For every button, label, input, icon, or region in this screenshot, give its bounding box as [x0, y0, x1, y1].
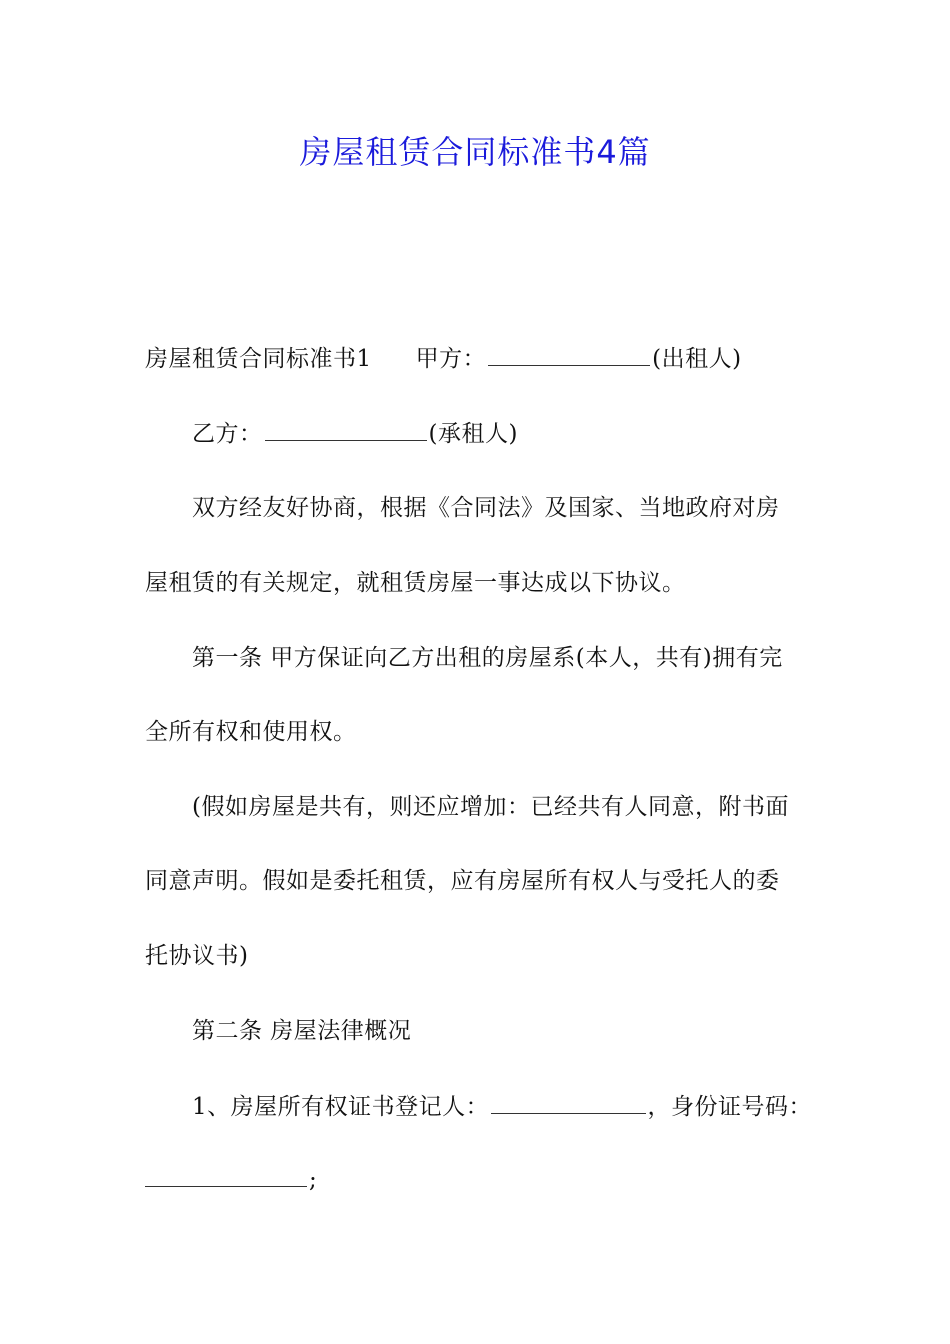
- article1-line-2: 全所有权和使用权。: [145, 719, 357, 745]
- contract-heading: 房屋租赁合同标准书1: [145, 346, 372, 372]
- item1-line: [192, 1087, 812, 1127]
- intro-line-1: 双方经友好协商，根据《合同法》及国家、当地政府对房: [192, 495, 780, 521]
- owner-name-blank: [491, 1087, 645, 1114]
- article2-heading: 第二条 房屋法律概况: [192, 1018, 412, 1044]
- item1-id-line: [145, 1160, 810, 1200]
- party-a-blank: [488, 339, 650, 366]
- article1-line-1: 第一条 甲方保证向乙方出租的房屋系(本人，共有)拥有完: [192, 645, 783, 671]
- party-b-blank: [265, 414, 427, 441]
- party-a-label: 甲方：: [415, 346, 487, 372]
- item1-end: ;: [309, 1167, 318, 1193]
- note-line-3: 托协议书): [145, 943, 249, 969]
- party-b-role: (承租人): [428, 421, 518, 447]
- note-line-1: (假如房屋是共有，则还应增加：已经共有人同意，附书面: [192, 794, 789, 820]
- item1-id-label: ，身份证号码：: [647, 1094, 812, 1120]
- party-a-role: (出租人): [652, 346, 742, 372]
- document-title: 房屋租赁合同标准书4篇: [299, 133, 651, 171]
- note-line-2: 同意声明。假如是委托租赁，应有房屋所有权人与受托人的委: [145, 868, 780, 894]
- item1-label: 1、房屋所有权证书登记人：: [192, 1094, 490, 1120]
- party-b-line: [192, 414, 812, 454]
- id-number-blank: [145, 1160, 307, 1187]
- intro-line-2: 屋租赁的有关规定，就租赁房屋一事达成以下协议。: [145, 570, 686, 596]
- party-b-label: 乙方：: [192, 421, 263, 447]
- heading-party-a-line: [145, 339, 810, 379]
